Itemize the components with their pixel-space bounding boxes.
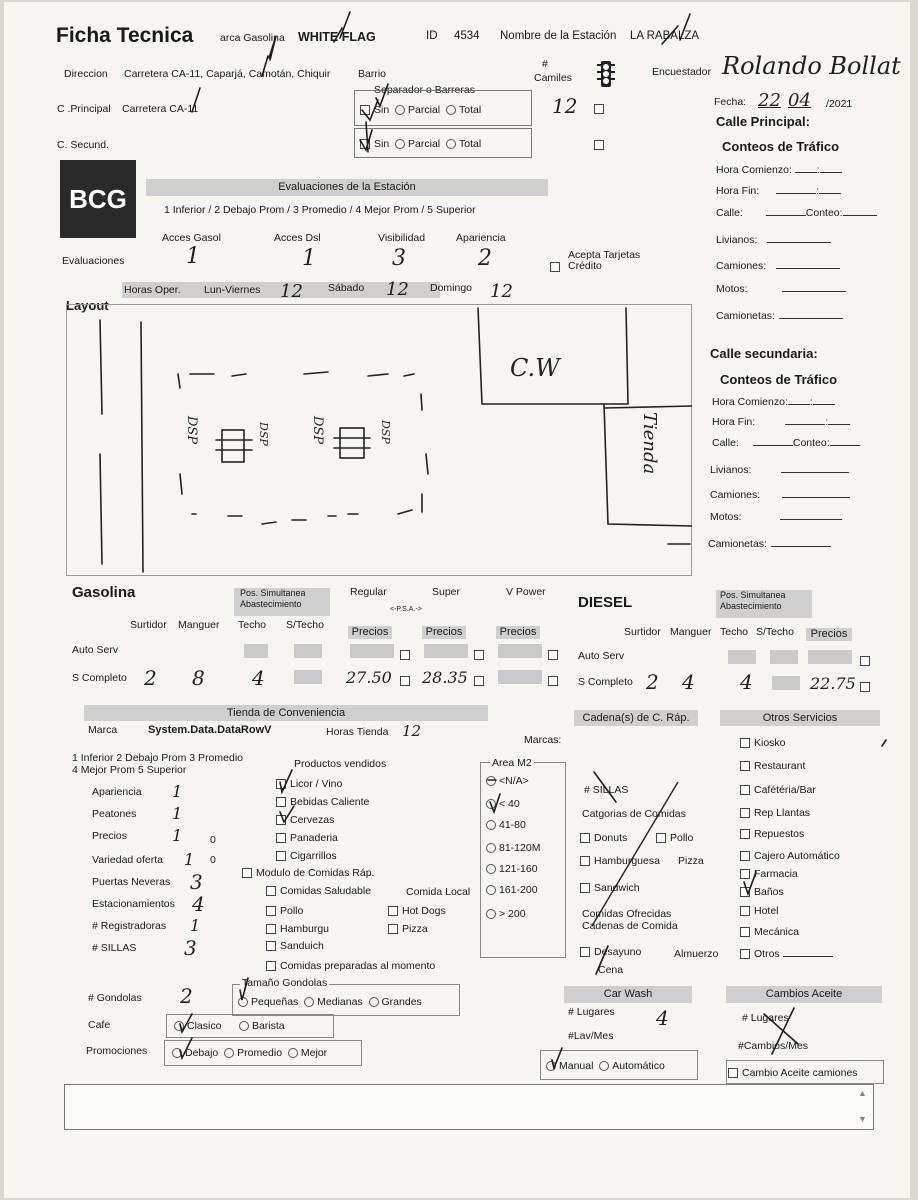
diesel-auto-serv-label: Auto Serv bbox=[578, 650, 625, 662]
area-option-2[interactable]: 41-80 bbox=[486, 819, 526, 831]
total-label-1: Total bbox=[458, 104, 482, 116]
horas-label: Horas Oper. bbox=[124, 284, 181, 296]
aceite-lugares: # Lugares bbox=[742, 1012, 789, 1024]
cs-camionetas: Camionetas: bbox=[708, 538, 831, 550]
otros-item-3: Rep Llantas bbox=[740, 807, 810, 819]
otros-item-8: Hotel bbox=[740, 905, 779, 917]
producto-item-3: Panaderia bbox=[276, 832, 338, 844]
diesel-col-stecho: S/Techo bbox=[756, 626, 794, 638]
horas-dom-label: Domingo bbox=[430, 282, 473, 294]
otros-item-10: Otros bbox=[740, 948, 833, 960]
tienda-rating-label-2: Precios bbox=[92, 830, 128, 842]
preparadas-item: Comidas preparadas al momento bbox=[266, 960, 435, 972]
dsp-label-1: DSP bbox=[184, 416, 199, 445]
promociones-options: Debajo Promedio Mejor bbox=[172, 1047, 327, 1059]
bcg-logo: BCG bbox=[60, 160, 136, 238]
layout-label: Layout bbox=[66, 298, 109, 313]
diesel-manguer-value: 4 bbox=[682, 670, 695, 694]
tienda-rating-value-7: 3 bbox=[184, 936, 197, 960]
horas-dom-value: 12 bbox=[490, 281, 513, 302]
cadena-categorias: Catgorias de Comidas bbox=[582, 808, 686, 820]
otros-item-1: Restaurant bbox=[740, 760, 805, 772]
tienda-rating-label-6: # Registradoras bbox=[92, 920, 167, 932]
gondolas-value: 2 bbox=[180, 984, 193, 1008]
donuts-item: Donuts bbox=[580, 832, 627, 844]
scroll-up-icon[interactable]: ▲ bbox=[858, 1088, 867, 1098]
gas-regular-label: Regular bbox=[350, 586, 387, 598]
aceite-band: Cambios Aceite bbox=[726, 986, 882, 1003]
otros-item-6: Farmacia bbox=[740, 868, 798, 880]
otros-item-9: Mecánica bbox=[740, 926, 799, 938]
desayuno-item: Desayuno bbox=[580, 946, 641, 958]
cs-hora-fin: Hora Fin: : bbox=[712, 416, 850, 428]
tienda-rating-value-4: 3 bbox=[190, 870, 203, 894]
saludable-item: Comidas Saludable bbox=[266, 885, 371, 897]
horas-sab-value: 12 bbox=[386, 279, 409, 300]
fecha-day: 22 bbox=[758, 90, 781, 111]
parcial-label-1: Parcial bbox=[408, 104, 441, 116]
tienda-rating-label-5: Estacionamientos bbox=[92, 898, 175, 910]
aceite-cambios: #Cambios/Mes bbox=[738, 1040, 809, 1052]
scroll-down-icon[interactable]: ▼ bbox=[858, 1114, 867, 1124]
cena-label: Cena bbox=[598, 964, 624, 976]
producto-item-2: Cervezas bbox=[276, 814, 334, 826]
gas-super-label: Super bbox=[432, 586, 461, 598]
tienda-rating-label-4: Puertas Neveras bbox=[92, 876, 171, 888]
cp-calle: Calle: Conteo: bbox=[716, 207, 877, 219]
producto-item-0: Licor / Vino bbox=[276, 778, 342, 790]
tienda-marca-label: Marca bbox=[88, 724, 118, 736]
id-value: 4534 bbox=[454, 30, 480, 42]
calle-secundaria-title: Calle secundaria: bbox=[710, 346, 818, 361]
fecha-year: /2021 bbox=[826, 98, 853, 110]
tienda-band: Tienda de Conveniencia bbox=[84, 705, 488, 721]
tienda-marcas-label: Marcas: bbox=[524, 734, 562, 746]
diesel-pos-sim-label: Pos. Simultanea Abastecimiento bbox=[720, 590, 786, 611]
carwash-band: Car Wash bbox=[564, 986, 692, 1003]
eval-col-apariencia: Apariencia bbox=[456, 232, 506, 244]
area-option-1[interactable]: < 40 bbox=[486, 798, 520, 810]
cp-hora-fin: Hora Fin: : bbox=[716, 185, 841, 197]
gas-auto-serv-label: Auto Serv bbox=[72, 644, 119, 656]
cs-calle: Calle: Conteo: bbox=[712, 437, 860, 449]
cadena-pizza-label: Pizza bbox=[678, 855, 704, 867]
gondolas-label: # Gondolas bbox=[88, 992, 142, 1004]
calle-secundaria-conteos: Conteos de Tráfico bbox=[720, 372, 838, 387]
otros-item-0: Kiosko bbox=[740, 737, 786, 749]
otros-item-4: Repuestos bbox=[740, 828, 804, 840]
tienda-horas-value: 12 bbox=[402, 722, 422, 740]
encuestador-value: Rolando Bollat bbox=[722, 52, 901, 80]
tienda-rating-label-3: Variedad oferta bbox=[92, 854, 164, 866]
otros-item-7: Baños bbox=[740, 886, 784, 898]
gas-manguer-value: 8 bbox=[192, 666, 205, 690]
tienda-rating-label-1: Peatones bbox=[92, 808, 137, 820]
gas-precios-super: Precios bbox=[422, 626, 466, 639]
aceite-camiones-item: Cambio Aceite camiones bbox=[728, 1067, 858, 1079]
tienda-sketch-label: Tienda bbox=[639, 412, 660, 475]
pizza-item: Pizza bbox=[388, 923, 428, 935]
promociones-label: Promociones bbox=[86, 1045, 148, 1057]
eval-col-acces-dsl: Acces Dsl bbox=[274, 232, 321, 244]
dsp-label-2: DSP bbox=[310, 416, 325, 445]
diesel-precio: 22.75 bbox=[810, 674, 856, 693]
cadena-ofrecidas: Comidas Ofrecidas Cadenas de Comida bbox=[582, 908, 678, 932]
eval-col-visibilidad: Visibilidad bbox=[378, 232, 426, 244]
eval-value-visibilidad: 3 bbox=[392, 246, 406, 271]
evaluaciones-band: Evaluaciones de la Estación bbox=[146, 179, 548, 196]
modulo-item: Modulo de Comidas Ráp. bbox=[242, 867, 374, 879]
diesel-col-surtidor: Surtidor bbox=[624, 626, 661, 638]
area-option-3[interactable]: 81-120M bbox=[486, 842, 540, 854]
horas-lv-value: 12 bbox=[280, 281, 303, 302]
gas-col-stecho: S/Techo bbox=[286, 619, 324, 631]
tienda-rating-value-0: 1 bbox=[172, 782, 183, 801]
survey-sheet bbox=[4, 2, 910, 1198]
gas-vpower-label: V Power bbox=[506, 586, 546, 598]
cs-hora-comienzo: Hora Comienzo: : bbox=[712, 396, 835, 408]
cadena-sillas: # SILLAS bbox=[584, 784, 629, 796]
area-option-4[interactable]: 121-160 bbox=[486, 863, 538, 875]
otros-item-2: Cafétéria/Bar bbox=[740, 784, 816, 796]
eval-col-acces-gasol: Acces Gasol bbox=[162, 232, 221, 244]
tienda-horas-label: Horas Tienda bbox=[326, 726, 389, 738]
gas-col-manguer: Manguer bbox=[178, 619, 220, 631]
principal-value: Carretera CA-11 bbox=[122, 103, 199, 115]
tienda-rating-value-6: 1 bbox=[190, 916, 201, 935]
otros-band: Otros Servicios bbox=[720, 710, 880, 726]
diesel-techo-value: 4 bbox=[740, 670, 753, 694]
camiles-hash: # bbox=[542, 58, 548, 70]
calle-principal-conteos: Conteos de Tráfico bbox=[722, 139, 840, 154]
cs-camiones: Camiones: bbox=[710, 489, 850, 501]
gasolina-title: Gasolina bbox=[72, 584, 136, 601]
hotdogs-item: Hot Dogs bbox=[388, 905, 446, 917]
tienda-rating-value-5: 4 bbox=[192, 892, 205, 916]
parcial-label-2: Parcial bbox=[408, 138, 441, 150]
eval-value-acces-gasol: 1 bbox=[186, 244, 200, 269]
producto-item-4: Cigarrillos bbox=[276, 850, 337, 862]
gas-col-surtidor: Surtidor bbox=[130, 619, 167, 631]
sanduich-item: Sanduich bbox=[266, 940, 324, 952]
horas-sab-label: Sábado bbox=[328, 282, 365, 294]
cs-motos: Motos: bbox=[710, 511, 842, 523]
area-option-6[interactable]: > 200 bbox=[486, 908, 526, 920]
marca-value: WHITE FLAG bbox=[298, 30, 376, 44]
tienda-rating-value-1: 1 bbox=[172, 804, 183, 823]
gas-psa-label: <-P.S.A.-> bbox=[390, 606, 422, 613]
estacion-value: LA RABALZA bbox=[630, 30, 700, 42]
diesel-col-techo: Techo bbox=[720, 626, 749, 638]
id-label: ID bbox=[426, 30, 438, 42]
gas-surtidor-value: 2 bbox=[144, 666, 157, 690]
encuestador-label: Encuestador bbox=[652, 66, 711, 78]
estacion-label: Nombre de la Estación bbox=[500, 30, 617, 42]
tienda-rating-label-7: # SILLAS bbox=[92, 942, 137, 954]
fecha-label: Fecha: bbox=[714, 96, 747, 108]
acepta-label: Acepta Tarjetas Crédito bbox=[568, 249, 641, 272]
cafe-label: Cafe bbox=[88, 1019, 111, 1031]
principal-label: C .Principal bbox=[57, 103, 111, 115]
area-option-5[interactable]: 161-200 bbox=[486, 884, 538, 896]
cp-livianos: Livianos: bbox=[716, 234, 831, 246]
area-option-0[interactable]: <N/A> bbox=[486, 775, 529, 787]
carwash-lav-label: #Lav/Mes bbox=[568, 1030, 614, 1042]
otros-item-5: Cajero Automático bbox=[740, 850, 840, 862]
diesel-title: DIESEL bbox=[578, 594, 633, 611]
carwash-lugares-label: # Lugares bbox=[568, 1006, 615, 1018]
eval-value-apariencia: 2 bbox=[478, 246, 492, 271]
cadena-band: Cadena(s) de C. Ráp. bbox=[574, 710, 698, 726]
diesel-s-completo-label: S Completo bbox=[578, 676, 633, 688]
tienda-rating-value-2: 1 bbox=[172, 826, 183, 845]
pen-marks-overlay bbox=[4, 2, 910, 1198]
producto-item-1: Bebidas Caliente bbox=[276, 796, 369, 808]
cp-hora-comienzo: Hora Comienzo: : bbox=[716, 164, 842, 176]
cafe-options: Clasico Barista bbox=[174, 1020, 285, 1032]
cs-livianos: Livianos: bbox=[710, 464, 849, 476]
sin-label-1: Sin bbox=[374, 104, 390, 116]
carwash-type-options: Manual Automático bbox=[546, 1060, 665, 1072]
carwash-lugares-value: 4 bbox=[656, 1006, 669, 1030]
hamburgu-item: Hamburgu bbox=[266, 923, 329, 935]
camiles-value: 12 bbox=[552, 94, 578, 118]
gas-pos-sim-label: Pos. Simultanea Abastecimiento bbox=[240, 588, 306, 609]
gas-precios-vpower: Precios bbox=[496, 626, 540, 639]
gas-s-completo-label: S Completo bbox=[72, 672, 127, 684]
direccion-value: Carretera CA-11, Caparjá, Camotán, Chiquir bbox=[124, 68, 331, 80]
barrio-label: Barrio bbox=[358, 68, 387, 80]
tienda-rating-extra-2: 0 bbox=[210, 834, 216, 846]
gas-techo-value: 4 bbox=[252, 666, 265, 690]
gas-col-techo: Techo bbox=[238, 619, 267, 631]
direccion-label: Direccion bbox=[64, 68, 108, 80]
evaluaciones-row-label: Evaluaciones bbox=[62, 255, 125, 267]
calle-principal-title: Calle Principal: bbox=[716, 114, 810, 129]
tamano-options: Pequeñas Medianas Grandes bbox=[238, 996, 422, 1008]
productos-title: Productos vendidos bbox=[294, 758, 387, 770]
cp-motos: Motos: bbox=[716, 283, 846, 295]
cadena-pollo-item: Pollo bbox=[656, 832, 693, 844]
separador-title: Separador o Barreras bbox=[374, 84, 475, 96]
gas-precio-super: 28.35 bbox=[422, 668, 468, 687]
sandwich-item: Sandwich bbox=[580, 882, 640, 894]
comida-local-label: Comida Local bbox=[406, 886, 471, 898]
gas-precio-regular: 27.50 bbox=[346, 668, 392, 687]
cp-camionetas: Camionetas: bbox=[716, 310, 843, 322]
cp-camiones: Camiones: bbox=[716, 260, 840, 272]
cw-label: C.W bbox=[510, 354, 560, 382]
sheet-title: Ficha Tecnica bbox=[56, 24, 194, 47]
diesel-surtidor-value: 2 bbox=[646, 670, 659, 694]
area-title: Area M2 bbox=[492, 757, 532, 769]
marca-label: arca Gasolina bbox=[220, 32, 285, 44]
almuerzo-label: Almuerzo bbox=[674, 948, 719, 960]
dsp-label-3: DSP bbox=[257, 422, 270, 446]
horas-lv-label: Lun-Viernes bbox=[204, 284, 261, 296]
diesel-precios: Precios bbox=[806, 628, 852, 641]
tienda-marca-value: System.Data.DataRowV bbox=[148, 724, 272, 736]
total-label-2: Total bbox=[458, 138, 482, 150]
camiles-label: Camiles bbox=[534, 72, 572, 84]
secund-label: C. Secund. bbox=[57, 139, 109, 151]
hamburguesa-item: Hamburguesa bbox=[580, 855, 660, 867]
tienda-scale: 1 Inferior 2 Debajo Prom 3 Promedio 4 Mejor Prom 5 Superior bbox=[72, 752, 243, 776]
tamano-title: Tamaño Gondolas bbox=[242, 977, 328, 989]
dsp-label-4: DSP bbox=[379, 420, 392, 444]
fecha-month: 04 bbox=[788, 90, 811, 111]
tienda-rating-value-3: 1 bbox=[184, 850, 195, 869]
tienda-rating-extra-3: 0 bbox=[210, 854, 216, 866]
gas-precios-regular: Precios bbox=[348, 626, 392, 639]
tienda-rating-label-0: Apariencia bbox=[92, 786, 142, 798]
diesel-col-manguer: Manguer bbox=[670, 626, 712, 638]
evaluaciones-scale: 1 Inferior / 2 Debajo Prom / 3 Promedio / 4 Mejor Prom / 5 Superior bbox=[164, 204, 476, 216]
sin-label-2: Sin bbox=[374, 138, 390, 150]
pollo-item: Pollo bbox=[266, 905, 303, 917]
eval-value-acces-dsl: 1 bbox=[302, 246, 316, 271]
